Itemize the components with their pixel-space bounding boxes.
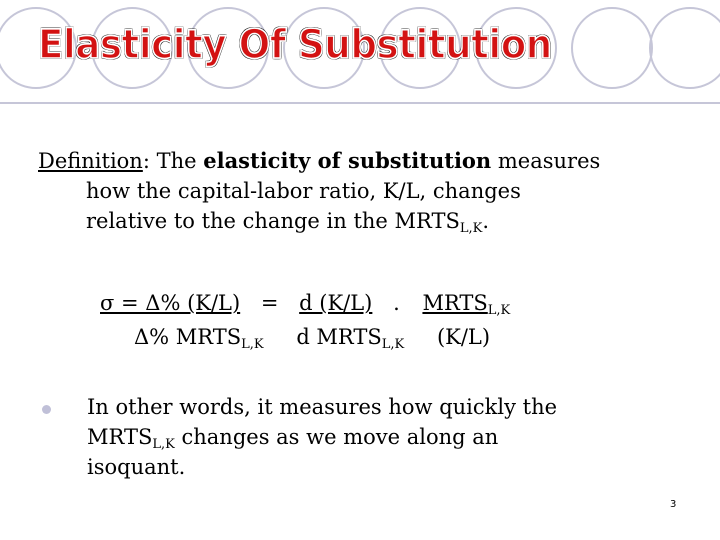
bullet-line-3: isoquant. — [87, 455, 186, 479]
definition-line-3: relative to the change in the $MRTS_{L,K}$. — [86, 209, 490, 236]
formula-sigma-denominator: Δ% $MRTS_{L,K}$ — [134, 325, 264, 352]
formula-numerators — [100, 288, 510, 318]
definition-label: Definition — [38, 149, 143, 173]
formula-ratio-numerator: $MRTS_{L,K}$ — [422, 291, 511, 318]
formula-derivative-numerator: d (K/L) — [299, 291, 373, 315]
definition-term: elasticity of substitution — [203, 148, 492, 173]
definition-line-1: Definition: The elasticity of substitution measures — [38, 148, 601, 173]
definition-line-2: how the capital-labor ratio, K/L, changes — [86, 179, 521, 203]
formula-denominators — [134, 322, 490, 352]
formula-multiply-dot: . — [393, 291, 400, 315]
bullet-icon — [42, 405, 51, 414]
page-number: 3 — [670, 499, 677, 510]
formula-equals: = — [260, 291, 279, 315]
bullet-paragraph — [87, 392, 557, 482]
deco-circle — [650, 8, 720, 88]
formula-sigma-numerator: σ = Δ% (K/L) — [100, 291, 241, 315]
bullet-line-1: In other words, it measures how quickly the — [87, 395, 558, 419]
deco-circle — [572, 8, 652, 88]
header-rule — [0, 102, 720, 104]
slide-title: Elasticity Of Substitution — [38, 22, 552, 68]
definition-block — [38, 146, 600, 236]
formula-derivative-denominator: d $MRTS_{L,K}$ — [296, 325, 405, 352]
bullet-line-2: $MRTS_{L,K}$ changes as we move along an — [87, 425, 499, 452]
formula-ratio-denominator: (K/L) — [436, 325, 491, 349]
